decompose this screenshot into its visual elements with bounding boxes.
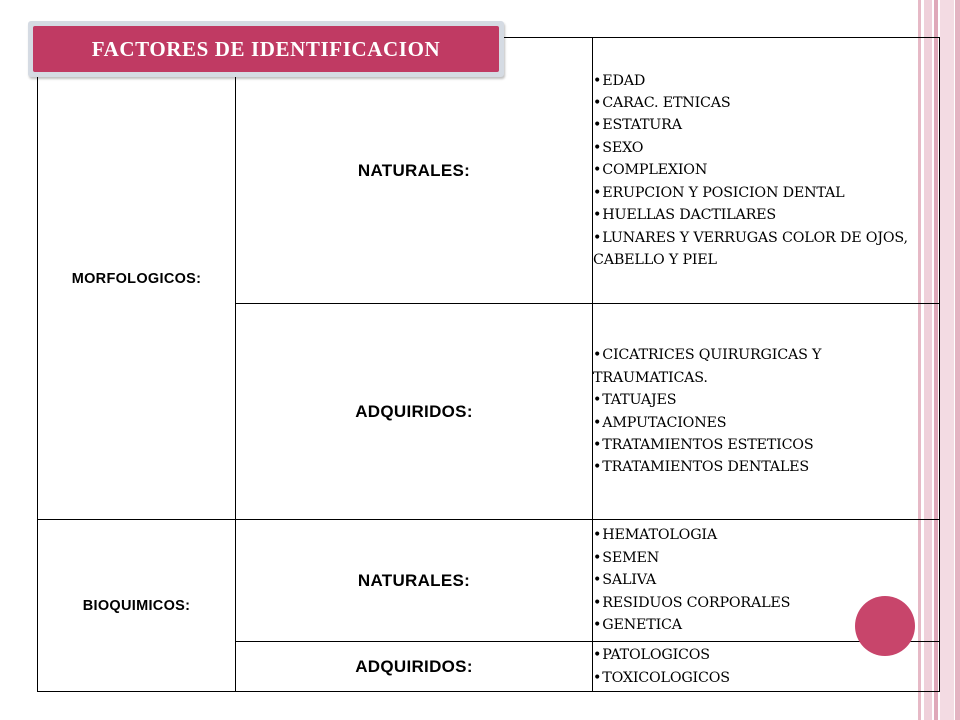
list-item: • LUNARES Y VERRUGAS COLOR DE OJOS, CABELLO Y PIEL (593, 227, 939, 272)
identification-factors-table (37, 37, 940, 692)
list-item: • SEXO (593, 137, 939, 159)
type-cell (236, 520, 593, 642)
type-cell (236, 304, 593, 520)
type-label: ADQUIRIDOS: (355, 401, 473, 421)
page-title: FACTORES DE IDENTIFICACION (91, 36, 441, 61)
list-item: • SEMEN (593, 547, 939, 569)
list-item: • HEMATOLOGIA (593, 524, 939, 546)
list-item: • AMPUTACIONES (593, 412, 939, 434)
category-label: MORFOLOGICOS: (71, 270, 202, 287)
type-label: ADQUIRIDOS: (355, 656, 473, 676)
title-banner (33, 26, 499, 72)
category-cell-bioquimicos (38, 520, 236, 692)
list-item: • CARAC. ETNICAS (593, 92, 939, 114)
list-item: • EDAD (593, 70, 939, 92)
type-cell (236, 642, 593, 692)
list-item: • COMPLEXION (593, 159, 939, 181)
items-cell (593, 38, 940, 304)
decorative-circle (855, 596, 915, 656)
list-item: • SALIVA (593, 569, 939, 591)
type-cell (236, 38, 593, 304)
category-cell-morfologicos (38, 38, 236, 520)
list-item: • TRATAMIENTOS ESTETICOS (593, 434, 939, 456)
items-list (593, 70, 939, 272)
list-item: • ESTATURA (593, 114, 939, 136)
list-item: • GENETICA (593, 614, 939, 636)
items-list (593, 344, 939, 478)
decorative-stripe (955, 0, 960, 720)
list-item: • TRATAMIENTOS DENTALES (593, 456, 939, 478)
table-row (38, 38, 940, 304)
items-cell (593, 304, 940, 520)
list-item: • RESIDUOS CORPORALES (593, 592, 939, 614)
table-row (38, 520, 940, 642)
list-item: • PATOLOGICOS (593, 644, 939, 666)
decorative-stripe (940, 0, 954, 720)
type-label: NATURALES: (357, 160, 471, 180)
list-item: • CICATRICES QUIRURGICAS Y TRAUMATICAS. (593, 344, 939, 389)
list-item: • ERUPCION Y POSICION DENTAL (593, 182, 939, 204)
category-label: BIOQUIMICOS: (82, 597, 191, 614)
type-label: NATURALES: (357, 570, 471, 590)
list-item: • TATUAJES (593, 389, 939, 411)
list-item: • TOXICOLOGICOS (593, 667, 939, 689)
list-item: • HUELLAS DACTILARES (593, 204, 939, 226)
title-frame (28, 21, 504, 77)
